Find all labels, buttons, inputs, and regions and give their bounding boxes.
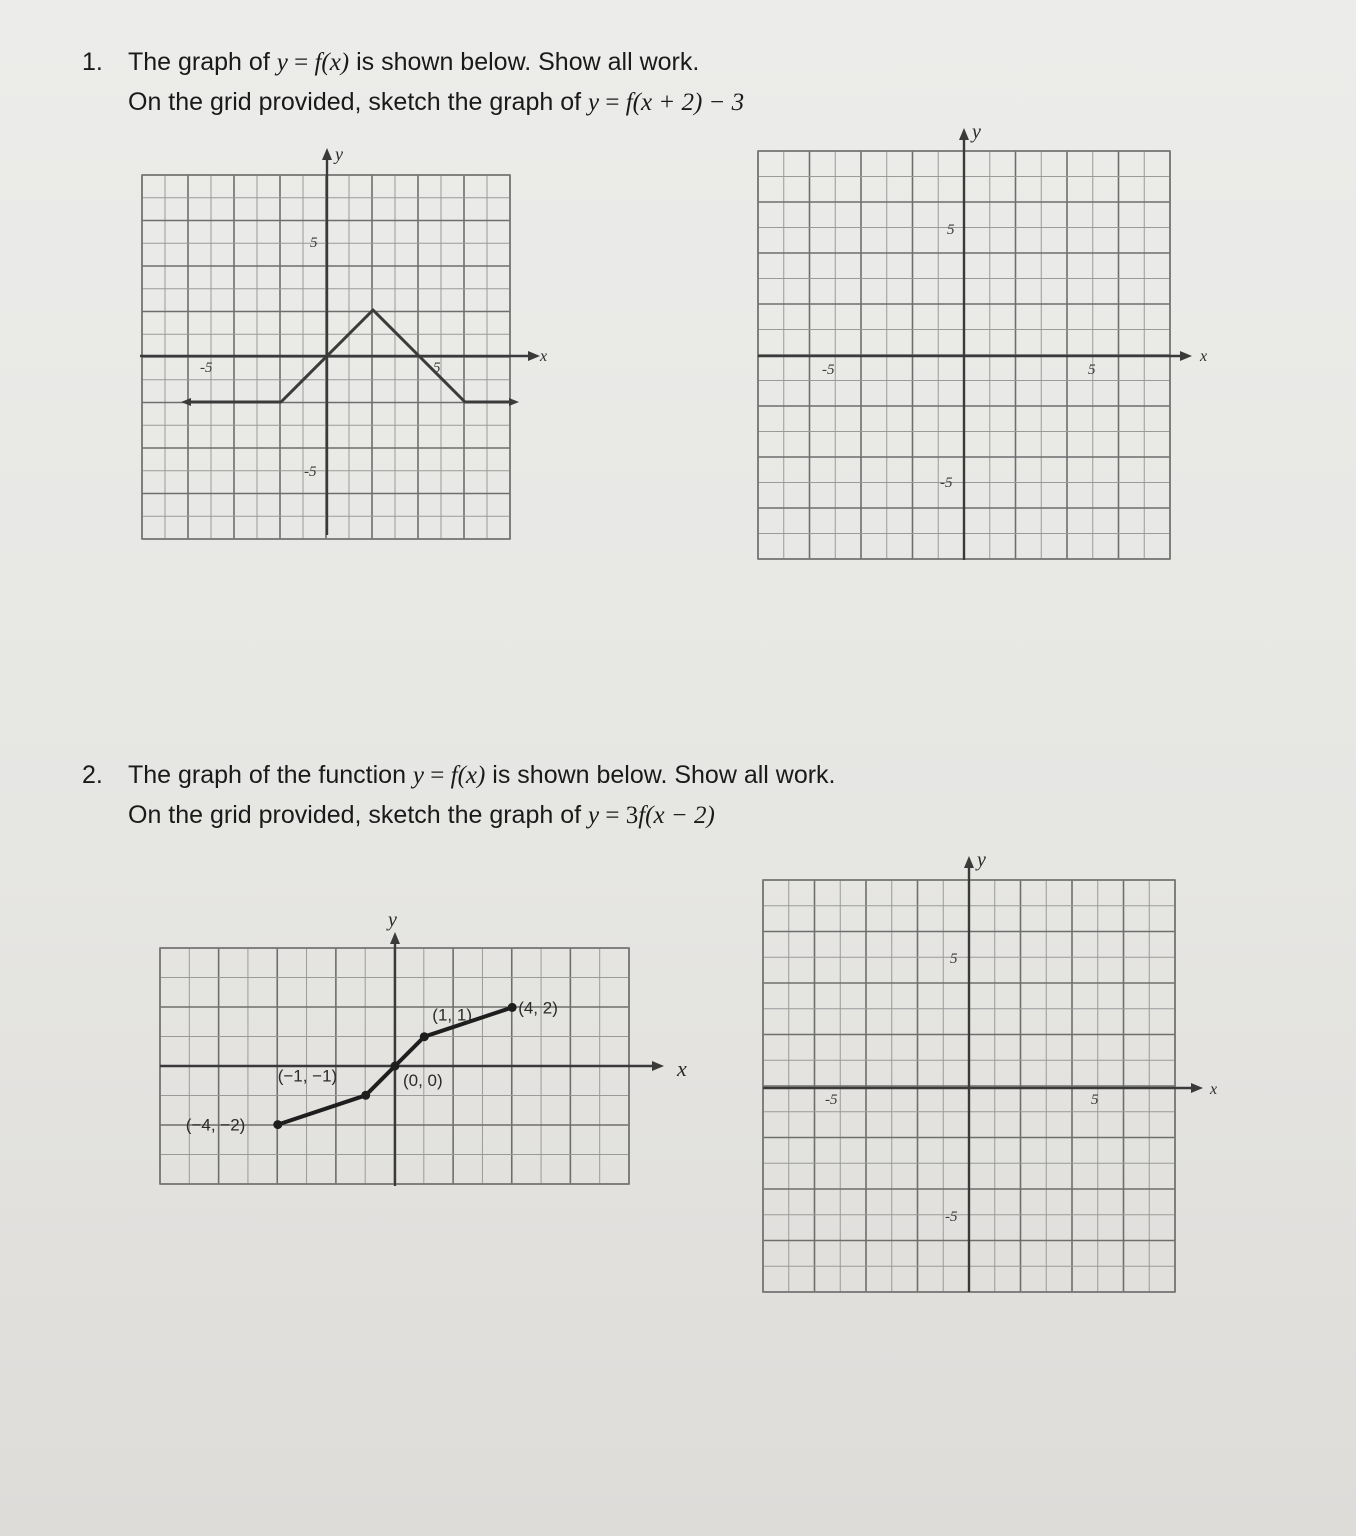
- y-axis-arrow-icon: [964, 856, 974, 868]
- tick-label-y-pos: 5: [947, 222, 955, 238]
- point-label: (0, 0): [403, 1071, 443, 1090]
- point-label: (1, 1): [432, 1005, 472, 1025]
- problem-1-given-graph: [120, 140, 560, 550]
- y-axis-label: y: [977, 849, 986, 871]
- tick-label-x-pos: 5: [433, 360, 441, 376]
- problem-1-line-1: The graph of y = f(x) is shown below. Show all work.: [128, 48, 700, 76]
- y-axis-arrow-icon: [322, 148, 332, 160]
- x-axis-arrow-icon: [1180, 351, 1192, 361]
- tick-label-x-pos: 5: [1088, 362, 1096, 378]
- tick-label-x-neg: -5: [200, 360, 213, 376]
- tick-label-y-pos: 5: [950, 951, 958, 967]
- tick-label-x-neg: -5: [822, 362, 835, 378]
- problem-2-line-2: On the grid provided, sketch the graph of y = 3f(x − 2): [128, 801, 715, 829]
- tick-label-y-neg: -5: [304, 464, 317, 480]
- problem-2-line-1: The graph of the function y = f(x) is shown below. Show all work.: [128, 761, 836, 789]
- x-axis-arrow-icon: [528, 351, 540, 361]
- x-axis-label: x: [540, 348, 548, 365]
- tick-label-x-neg: -5: [825, 1092, 838, 1108]
- problem-1-number: 1.: [82, 48, 103, 76]
- x-axis-arrow-icon: [652, 1061, 664, 1071]
- curve-arrow-icon: [181, 398, 191, 406]
- y-axis-label: y: [972, 121, 981, 143]
- problem-2-number: 2.: [82, 761, 103, 789]
- x-axis-arrow-icon: [1191, 1083, 1203, 1093]
- tick-label-y-neg: -5: [945, 1209, 958, 1225]
- x-axis-label: x: [1200, 348, 1208, 365]
- y-axis-arrow-icon: [959, 128, 969, 140]
- tick-label-x-pos: 5: [1091, 1092, 1099, 1108]
- problem-1-answer-grid[interactable]: [740, 118, 1220, 568]
- curve-arrow-icon: [509, 398, 519, 406]
- point-label: (−1, −1): [277, 1066, 338, 1086]
- problem-2-answer-grid[interactable]: [745, 846, 1225, 1306]
- tick-label-y-neg: -5: [940, 475, 953, 491]
- problem-2-given-graph: [140, 908, 720, 1198]
- data-point: [420, 1032, 429, 1041]
- y-axis-arrow-icon: [390, 932, 400, 944]
- point-label: (4, 2): [518, 998, 558, 1018]
- point-label: (−4, −2): [185, 1115, 246, 1135]
- problem-1-line-2: On the grid provided, sketch the graph of y = f(x + 2) − 3: [128, 88, 745, 116]
- data-point: [391, 1062, 400, 1071]
- x-axis-label: x: [677, 1056, 687, 1081]
- x-axis-label: x: [1210, 1081, 1218, 1098]
- tick-label-y-pos: 5: [310, 235, 318, 251]
- data-point: [361, 1091, 370, 1100]
- y-axis-label: y: [388, 909, 397, 931]
- data-point: [273, 1120, 282, 1129]
- y-axis-label: y: [335, 144, 343, 164]
- data-point: [508, 1003, 517, 1012]
